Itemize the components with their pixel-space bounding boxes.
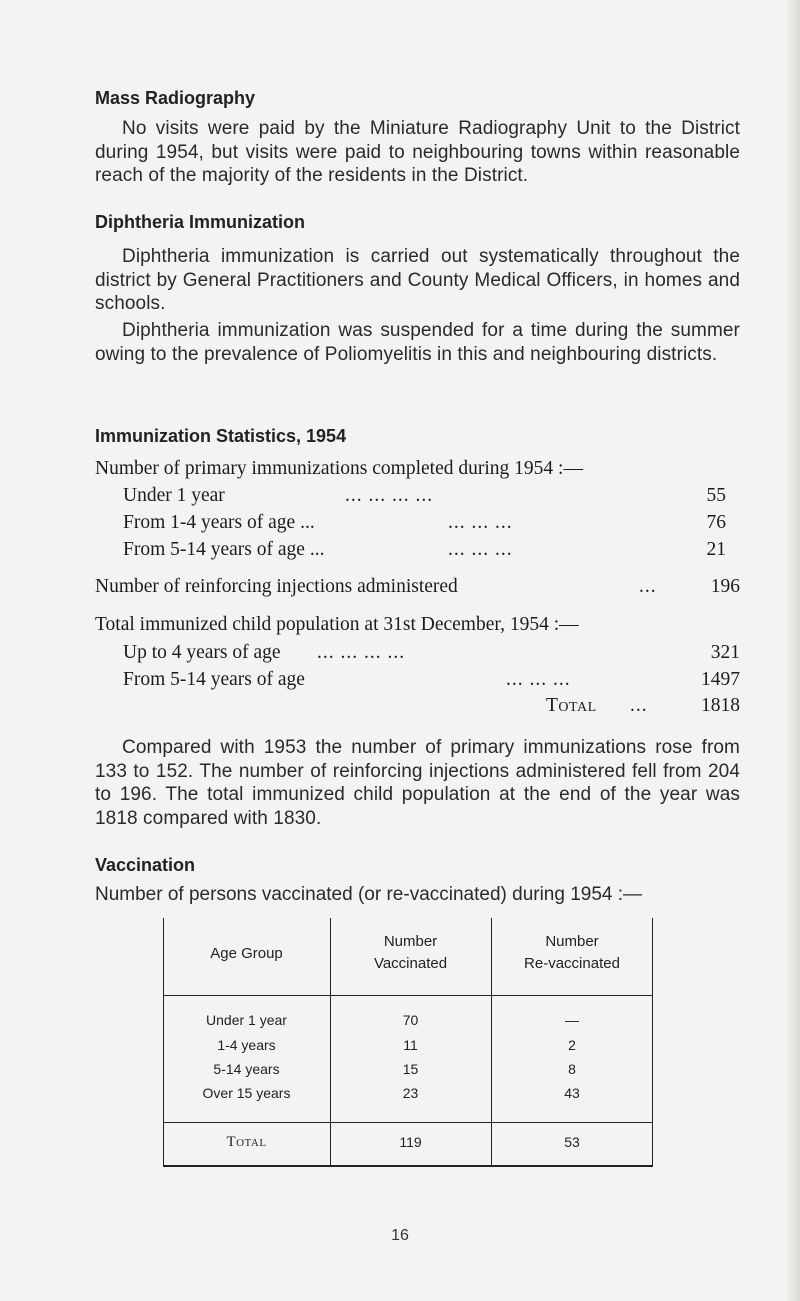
paragraph-mass-radiography: No visits were paid by the Miniature Radiography Unit to the District during 1954, but visits were paid to neighbouring towns within reasonable reach of the majority of the residents in the District. (95, 118, 740, 186)
table-header-rule (163, 995, 653, 996)
row-age-5-14: 5-14 years (213, 1061, 280, 1077)
stat-label-5-14-total: From 5-14 years of age (123, 669, 305, 690)
paragraph-diphtheria-2: Diphtheria immunization was suspended for a time during the summer owing to the prevalence of Poliomyelitis in this and neighbouring districts. (95, 320, 740, 365)
stat-value-under-1: 55 (706, 485, 726, 506)
total-value: 1818 (701, 695, 740, 716)
stat-value-5-14-total: 1497 (701, 669, 740, 690)
stat-label-5-14: From 5-14 years of age ... (123, 539, 325, 560)
paragraph-comparison: Compared with 1953 the number of primary immunizations rose from 133 to 152. The number of reinforcing injections administered fell from 204 to 196. The total immunized child population at the end of the year was 1818 compared with 1830. (95, 737, 740, 829)
dot-leader: ... ... ... (448, 512, 513, 533)
heading-vaccination: Vaccination (95, 855, 196, 875)
stat-label-under-1: Under 1 year (123, 485, 225, 506)
heading-mass-radiography: Mass Radiography (95, 88, 256, 108)
reinforcing-value: 196 (710, 576, 740, 597)
page-edge-shadow (786, 0, 800, 1301)
row-age-1-4: 1-4 years (217, 1037, 276, 1053)
stat-label-1-4: From 1-4 years of age ... (123, 512, 315, 533)
total-row-revaccinated: 53 (564, 1134, 580, 1150)
dot-leader: ... ... ... (448, 539, 513, 560)
header-number-revaccinated-line1: Number (545, 933, 599, 950)
stat-label-up-to-4: Up to 4 years of age (123, 642, 281, 663)
header-number-revaccinated-line2: Re-vaccinated (524, 955, 620, 972)
row-vacc-over-15: 23 (402, 1085, 419, 1101)
stat-value-5-14: 21 (706, 539, 726, 560)
dot-leader: ... (630, 695, 648, 716)
primary-intro: Number of primary immunizations completed during 1954 :— (95, 458, 583, 479)
header-number-vaccinated-line2: Vaccinated (373, 955, 448, 972)
row-vacc-1-4: 11 (403, 1037, 418, 1053)
total-label: Total (546, 695, 597, 716)
dot-leader: ... ... ... ... (345, 485, 434, 506)
row-vacc-under-1: 70 (402, 1012, 419, 1028)
dot-leader: ... ... ... ... (317, 642, 406, 663)
dot-leader: ... (639, 576, 657, 597)
row-age-over-15: Over 15 years (202, 1085, 291, 1101)
heading-immunization-statistics: Immunization Statistics, 1954 (95, 426, 347, 446)
stat-value-up-to-4: 321 (710, 642, 740, 663)
vaccination-intro: Number of persons vaccinated (or re-vaccinated) during 1954 :— (95, 884, 643, 905)
row-revacc-5-14: 8 (568, 1061, 576, 1077)
table-total-rule (163, 1122, 653, 1123)
stat-value-1-4: 76 (706, 512, 726, 533)
row-revacc-1-4: 2 (568, 1037, 576, 1053)
dot-leader: ... ... ... (506, 669, 571, 690)
header-number-vaccinated-line1: Number (383, 933, 438, 950)
heading-diphtheria-immunization: Diphtheria Immunization (95, 212, 306, 232)
total-immunized-intro: Total immunized child population at 31st December, 1954 :— (95, 614, 579, 635)
header-age-group: Age Group (210, 945, 283, 962)
vaccination-table (163, 918, 653, 1166)
page-number: 16 (391, 1227, 409, 1244)
row-age-under-1: Under 1 year (206, 1012, 287, 1028)
table-border-bottom (163, 1165, 653, 1167)
row-revacc-under-1: — (565, 1012, 579, 1028)
total-row-vaccinated: 119 (399, 1134, 422, 1150)
total-row-label: Total (226, 1134, 267, 1150)
reinforcing-label: Number of reinforcing injections administered (95, 576, 458, 597)
row-revacc-over-15: 43 (564, 1085, 580, 1101)
paragraph-diphtheria-1: Diphtheria immunization is carried out systematically throughout the district by General Practitioners and County Medical Officers, in homes and schools. (95, 246, 740, 314)
row-vacc-5-14: 15 (402, 1061, 419, 1077)
